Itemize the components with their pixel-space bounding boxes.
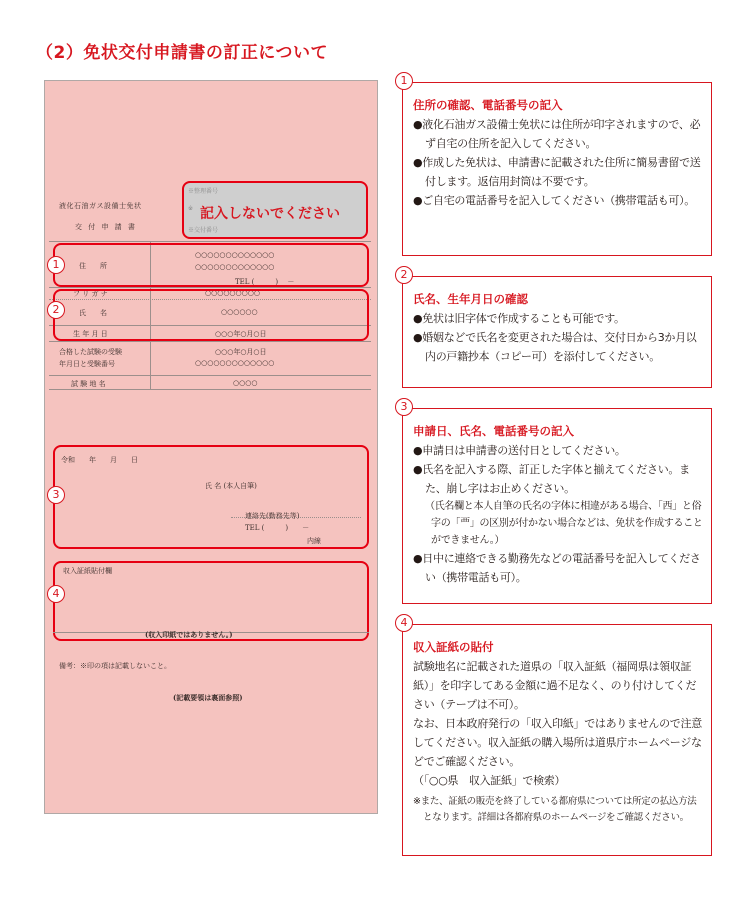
exam-place-label: 試 験 地 名 xyxy=(71,380,106,388)
section-number: 3 xyxy=(395,398,413,416)
section-number: 2 xyxy=(395,266,413,284)
dob-value: ○○○年○月○日 xyxy=(215,330,267,338)
extension-label: 内線 xyxy=(307,537,321,545)
office-use-box xyxy=(182,181,368,239)
page-title: （2）免状交付申請書の訂正について xyxy=(36,43,328,63)
remarks: 備考：※印の項は記載しないこと。 xyxy=(59,662,171,670)
list-item: ●作成した免状は、申請書に記載された住所に簡易書留で送付します。返信用封筒は不要です。 xyxy=(413,156,701,188)
list-item: ●婚姻などで氏名を変更された場合は、交付日から3か月以内の戸籍抄本（コピー可）を添付してください。 xyxy=(413,331,697,363)
instruction-section-3 xyxy=(400,400,712,604)
list-item: ●日中に連絡できる勤務先などの電話番号を記入してください（携帯電話も可）。 xyxy=(413,552,701,584)
name-label: 氏 名 xyxy=(79,309,107,317)
paragraph: なお、日本政府発行の「収入印紙」ではありませんので注意してください。収入証紙の購入場所は道県庁ホームページなどでご確認ください。 xyxy=(413,717,702,768)
list-item: ●液化石油ガス設備士免状には住所が印字されますので、必ず自宅の住所を記入してください。 xyxy=(413,118,701,150)
instruction-section-1 xyxy=(400,74,712,256)
highlight-2 xyxy=(53,289,369,341)
section-heading: 申請日、氏名、電話番号の記入 xyxy=(413,424,574,438)
address-value-1: ○○○○○○○○○○○○○ xyxy=(195,251,275,259)
do-not-fill-notice: 記入しないでください xyxy=(200,206,340,222)
stamp-area-label: 収入証紙貼付欄 xyxy=(63,567,112,575)
list-item: （氏名欄と本人自筆の氏名の字体に相違がある場合、「西」と俗字の「覀」の区別が付かない場合などは、免状を作成することができません。） xyxy=(425,501,703,546)
dob-label: 生 年 月 日 xyxy=(73,330,108,338)
rule xyxy=(49,241,371,242)
highlight-1 xyxy=(53,243,369,287)
rule xyxy=(49,341,371,342)
exam-label-2: 年月日と受験番号 xyxy=(59,360,115,368)
registry-no-label: ※整理番号 xyxy=(188,188,219,195)
list-item: ●免状は旧字体で作成することも可能です。 xyxy=(413,312,625,325)
exam-value-2: ○○○○○○○○○○○○○ xyxy=(195,359,275,367)
paragraph: 試験地名に記載された道県の「収入証紙（福岡県は領収証紙）」を印字してある金額に過不足なく、のり付けしてください（テープは不可）。 xyxy=(413,660,697,711)
rule xyxy=(49,375,371,376)
name-value: ○○○○○○ xyxy=(221,308,258,316)
rule xyxy=(49,287,371,288)
instruction-section-4 xyxy=(400,616,712,856)
exam-label-1: 合格した試験の受験 xyxy=(59,348,122,356)
paragraph: （「○○県 収入証紙」で検索） xyxy=(413,774,566,787)
list-item: ●氏名を記入する際、訂正した字体と揃えてください。また、崩し字はお止めください。 xyxy=(413,463,690,495)
exam-place-value: ○○○○ xyxy=(233,379,258,387)
furigana-value: ○○○○○○○○○ xyxy=(205,289,260,297)
applicant-name-label: 氏 名 (本人自筆) xyxy=(205,482,257,490)
see-back-note: (記載要領は裏面参照) xyxy=(173,693,243,702)
reiwa-date-line: 令和 年 月 日 xyxy=(61,456,138,464)
form-circle-4: 4 xyxy=(47,585,65,603)
list-item: ●ご自宅の電話番号を記入してください（携帯電話も可）。 xyxy=(413,194,695,207)
section-heading: 住所の確認、電話番号の記入 xyxy=(413,98,563,112)
form-circle-2: 2 xyxy=(47,301,65,319)
form-circle-3: 3 xyxy=(47,486,65,504)
form-heading-line1: 液化石油ガス設備士免状 xyxy=(59,202,142,210)
furigana-label: フ リ ガ ナ xyxy=(73,290,108,298)
grant-no-label: ※交付番号 xyxy=(188,227,219,234)
contact-tel: TEL ( ) － xyxy=(245,524,310,532)
form-circle-1: 1 xyxy=(47,256,65,274)
address-label: 住 所 xyxy=(79,262,107,270)
registry-no-label2: ※ xyxy=(188,205,194,212)
section-number: 4 xyxy=(395,614,413,632)
rule xyxy=(49,389,371,390)
stamp-note: (収入印紙ではありません。) xyxy=(145,630,233,639)
section-heading: 収入証紙の貼付 xyxy=(413,640,494,654)
application-form xyxy=(44,80,378,814)
form-heading-line2: 交 付 申 請 書 xyxy=(75,223,137,231)
tel-line: TEL ( ) － xyxy=(235,278,295,286)
section-number: 1 xyxy=(395,72,413,90)
list-item: ●申請日は申請書の送付日としてください。 xyxy=(413,444,626,457)
instruction-section-2 xyxy=(400,268,712,388)
section-note: ※また、証紙の販売を終了している都府県については所定の払込方法となります。詳細は各都府県のホームページをご確認ください。 xyxy=(413,796,697,823)
contact-label: 連絡先(勤務先等) xyxy=(245,512,300,520)
section-heading: 氏名、生年月日の確認 xyxy=(413,292,528,306)
address-value-2: ○○○○○○○○○○○○○ xyxy=(195,263,275,271)
exam-value-1: ○○○年○月○日 xyxy=(215,348,267,356)
